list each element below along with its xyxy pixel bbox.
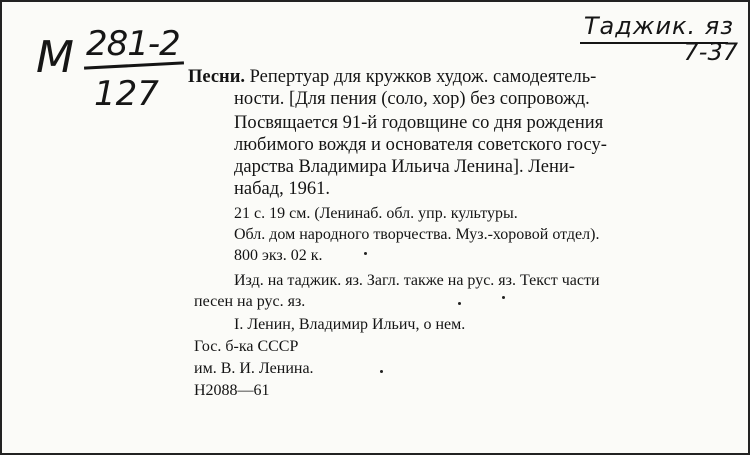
title-lead: Песни. [188,67,245,87]
body-line: ности. [Для пения (соло, хор) без сопровожд. [234,89,590,109]
physical-line: 800 экз. 02 к. [234,247,323,264]
shelf-mark-bottom: 127 [94,74,159,114]
speck [502,296,505,299]
speck [364,252,367,255]
shelf-mark-letter: M [36,32,73,83]
subject-heading: I. Ленин, Владимир Ильич, о нем. [234,316,466,333]
title-line [188,66,596,88]
card-code: H2088—61 [194,382,270,399]
note-line: Изд. на таджик. яз. Загл. также на рус. яз. Текст части [234,272,600,289]
speck [380,370,383,373]
shelf-mark-top: 281-2 [86,24,180,64]
library-line: Гос. б-ка СССР [194,338,299,355]
language-note-number: 7-37 [683,38,738,66]
body-line: дарства Владимира Ильича Ленина]. Лени- [234,157,575,177]
library-line: им. В. И. Ленина. [194,360,314,377]
physical-line: 21 с. 19 см. (Ленинаб. обл. упр. культуры. [234,205,518,222]
note-line: песен на рус. яз. [194,293,306,310]
language-note: Таджик. яз [583,12,734,40]
body-line: любимого вождя и основателя советского госу- [234,135,607,155]
body-line: набад, 1961. [234,179,331,199]
title-rest: Репертуар для кружков худож. самодеятель- [249,67,597,87]
speck [458,302,461,305]
physical-line: Обл. дом народного творчества. Муз.-хоровой отдел). [234,226,600,243]
body-line: Посвящается 91-й годовщине со дня рождения [234,113,604,133]
